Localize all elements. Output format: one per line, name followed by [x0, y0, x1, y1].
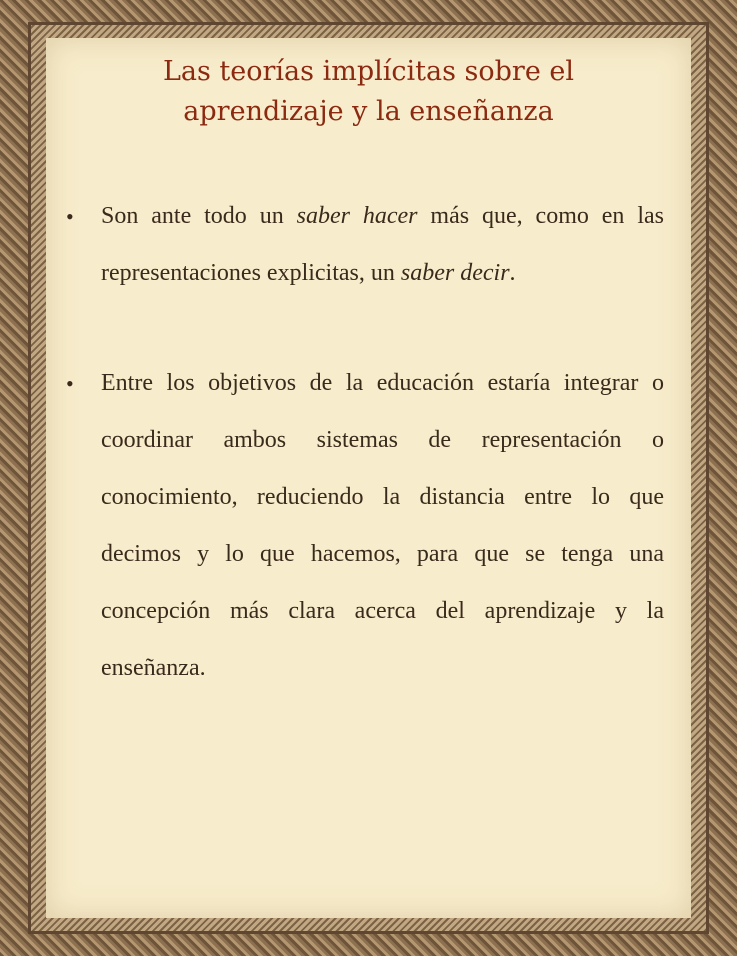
title-line-1: Las teorías implícitas sobre el: [162, 56, 575, 87]
slide-title: [46, 52, 691, 132]
bullet-2-text: Entre los objetivos de la educación estaría integrar o coordinar ambos sistemas de representación o conocimiento, reduciendo la distancia entre lo que decimos y lo que hacemos, para que se tenga una concepción más clara acerca del aprendizaje y la enseñanza.: [101, 370, 664, 681]
bullet-1-text-b: más que, como en las representaciones explicitas, un: [101, 203, 664, 286]
title-line-2: aprendizaje y la enseñanza: [183, 96, 554, 127]
bullet-1-text-c: .: [509, 260, 516, 286]
bullet-1-emphasis-b: saber decir: [400, 260, 510, 286]
bullet-1-emphasis-a: saber hacer: [296, 203, 418, 229]
bullet-item-2: [66, 355, 664, 697]
bullet-list: [66, 188, 664, 697]
bullet-item-1: [66, 188, 664, 302]
bullet-dot-icon: •: [66, 204, 74, 229]
bullet-1-text-a: Son ante todo un: [101, 203, 297, 229]
slide-panel: [46, 38, 691, 918]
bullet-dot-icon: •: [66, 371, 74, 396]
